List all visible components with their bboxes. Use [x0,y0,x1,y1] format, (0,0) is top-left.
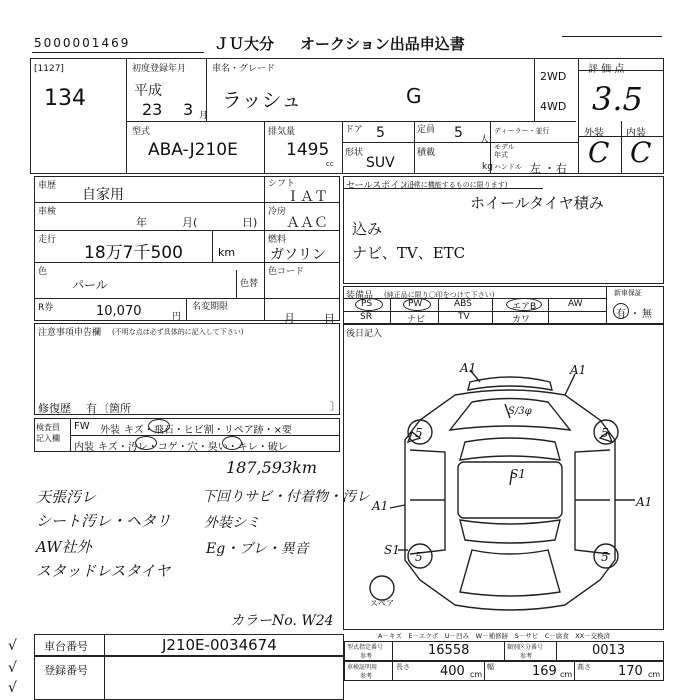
score-value: 3.5 [592,80,643,118]
hw-right-2: 外装シミ [204,515,260,531]
dealer-label: ディーラー・並行 [494,127,550,135]
checkmark-1: √ [8,638,17,654]
hw-right-3: Eg・ブレ・異音 [206,541,309,557]
model-label: 型式 [132,127,151,137]
first-reg-month-unit: 月 [199,111,209,121]
fuel-label: 燃料 [268,235,287,245]
length-label: 長さ [396,663,410,671]
transfer-day: 日 [324,312,335,325]
first-reg-year: 23 [142,100,163,119]
repair-label: 修復歴 [38,402,71,415]
hw-left-1: 天張汚レ [36,488,97,506]
equipment-label: 装備品 [346,291,374,301]
recycle-unit: 円 [172,312,182,322]
category-value: 16558 [428,643,470,658]
mark-tire-rf: 5 [601,426,609,440]
inspection-day: 日) [242,216,258,229]
windshield [460,438,560,460]
shift-label: シフト [268,179,296,189]
transfer-month: 月 [284,312,295,325]
equip-pw: PW [408,299,423,309]
equip-airbag: エアB [512,302,537,312]
mark-tire-rr: 5 [601,550,609,564]
handle-left: 左 [530,162,541,175]
hw-left-4: スタッドレスタイヤ [36,562,171,580]
inspector-label: 検査員 記入欄 [36,423,60,443]
aircon-label: 冷房 [268,207,287,217]
equip-tv: TV [458,312,470,322]
dims-label: 車検証明用 [347,664,378,671]
loading-unit: kg [482,162,493,172]
handle-right: 右 [556,162,567,175]
displacement-unit: cc [326,160,334,168]
equip-aw: AW [568,299,583,309]
mileage-label: 走行 [38,235,57,245]
fuel-value: ガソリン [270,247,326,263]
lot-number: 134 [44,86,86,111]
history-value: 自家用 [82,187,124,203]
car-name: ラッシュ [222,88,302,112]
inspection-label: 車検 [38,207,57,217]
car-label: 車名・グレード [212,64,276,74]
repair-value: 有 [86,402,97,415]
loading-label: 積載 [417,148,436,158]
car-damage-diagram [360,360,660,630]
mileage-value: 18万7千500 [84,243,183,263]
mark-s1-mid: S1 [510,467,526,481]
recycle-value: 10,070 [96,304,142,319]
mark-a1-right: A1 [636,495,653,509]
drive-4wd: 4WD [540,100,567,113]
mark-a1-top1: A1 [460,361,477,375]
width-value: 169 [532,664,557,679]
height-label: 高さ [577,663,591,671]
doors-label: ドア [345,125,363,135]
hw-left-2: シート汚レ・ヘタリ [36,512,172,530]
warranty-none: 無 [642,309,652,320]
mark-tire-lf: 5 [415,426,423,440]
id-code: [1127] [34,64,64,74]
interior-label: 内装 [626,128,646,139]
dims-sub: 参考 [360,673,373,680]
category-sub: 参考 [360,653,373,660]
doors-value: 5 [376,125,385,141]
warranty-label: 新車保証 [614,289,642,297]
registration-label: 登録番号 [44,664,88,677]
rear-gate [460,550,560,596]
history-label: 車歴 [38,181,57,191]
body-type-value: SUV [366,155,395,171]
sales-point-line3: ナビ、TV、ETC [352,244,466,262]
inspector-fw: FW [74,421,90,432]
transfer-label: 名変期限 [192,302,229,312]
displacement-label: 排気量 [268,127,296,137]
equip-abs: ABS [454,299,472,309]
equip-navi: ナビ [407,315,426,325]
height-unit: cm [648,670,661,679]
model-year-label: モデル 年式 [494,143,515,159]
recycle-label: R券 [38,303,54,313]
inspection-month: 月( [182,216,198,229]
notes-sub: (不明な点は必ず具体的に記入して下さい) [112,328,244,336]
equip-sr: SR [360,312,372,322]
color-label: 色 [38,267,48,277]
first-reg-era: 平成 [134,83,162,99]
handle-label: ハンドル [494,163,522,171]
inspector-ext-text: キズ・飛石・ヒビ割・リペア跡・×要 [124,425,292,436]
inspection-year: 年 [136,216,147,229]
hw-right-1: 下回りサビ・付着物・汚レ [202,489,370,505]
displacement-value: 1495 [286,140,330,160]
shift-value: ＩＡＴ [286,189,328,205]
mark-s1-lower: S1 [384,543,400,557]
inspector-int-text: キズ・汚レ・コゲ・穴・臭い・キレ・破レ [98,442,288,453]
repair-bracket: 〔箇所 [98,402,131,415]
warranty-dot: ・ [630,309,640,320]
capacity-value: 5 [454,125,463,141]
capacity-unit: 人 [480,135,490,145]
sales-point-line2: 込み [352,220,383,238]
width-label: 幅 [487,663,494,671]
color-code-label: 色コード [268,267,305,277]
handle-dot: ・ [544,162,555,175]
color-change-label: 色替 [240,279,259,289]
chassis-label: 車台番号 [44,640,88,653]
width-unit: cm [560,670,573,679]
mark-s-roof: S/3φ [508,406,532,417]
interior-value: C [630,136,652,169]
length-unit: cm [470,670,483,679]
checkmark-3: √ [8,680,17,696]
mark-tire-lr: 5 [415,550,423,564]
color-value: パール [72,278,108,292]
car-grade: G [406,84,422,108]
sales-point-sub: (正常に機能するものに限ります) [404,181,508,189]
inspector-int-label: 内装 [74,442,94,453]
capacity-label: 定員 [417,125,436,135]
back-side-label: 後日記入 [346,329,383,339]
score-label: 評 価 点 [588,64,625,75]
class-label: 類別区分番号 [507,644,544,651]
left-side [410,450,445,554]
drive-2wd: 2WD [540,70,567,83]
class-value: 0013 [592,643,626,658]
category-label: 型式指定番号 [347,644,384,651]
first-reg-month: 3 [183,100,194,119]
model-value: ABA-J210E [148,140,238,160]
mark-spare: スペア [370,599,394,608]
doc-title: オークション出品申込書 [300,35,465,53]
height-value: 170 [618,664,643,679]
sales-point-label: セールスポイント [346,181,418,191]
mileage-unit: km [218,246,236,259]
first-reg-label: 初度登録年月 [132,64,187,74]
sales-point-line1: ホイールタイヤ積み [470,194,604,212]
spare-tire [370,576,394,600]
repair-close: 〕 [330,400,341,413]
hw-color-no: カラーNo. W24 [230,613,334,629]
mark-a1-top2: A1 [570,363,587,377]
exterior-label: 外装 [584,128,604,139]
equipment-sub: (純正品に限り〇印をつけて下さい) [384,291,495,299]
warranty-has: 有 [616,309,626,320]
length-value: 400 [440,664,465,679]
exterior-value: C [588,136,610,169]
inspector-ext-label: 外装 [100,425,120,436]
auction-name: ＪＵ大分 [214,35,275,53]
mark-a1-left: A1 [372,499,389,513]
aircon-value: ＡＡＣ [286,215,328,231]
notes-label: 注意事項申告欄 [38,328,102,338]
chassis-value: J210E-0034674 [162,636,277,654]
doc-number: 5000001469 [34,36,131,50]
body-type-label: 形状 [345,148,364,158]
equip-ps: PS [361,299,373,309]
right-side [575,450,610,554]
equip-leather: カワ [512,315,531,325]
hw-left-3: AW社外 [36,538,92,556]
handwritten-mileage: 187,593km [226,458,318,477]
class-sub: 参考 [520,653,533,660]
rear-window [460,520,560,543]
legend: A－キズ E－エクボ U－凹み W－補修跡 S－サビ C－腐食 XX－交換済 [378,632,611,640]
front-bumper [468,377,552,390]
checkmark-2: √ [8,660,17,676]
